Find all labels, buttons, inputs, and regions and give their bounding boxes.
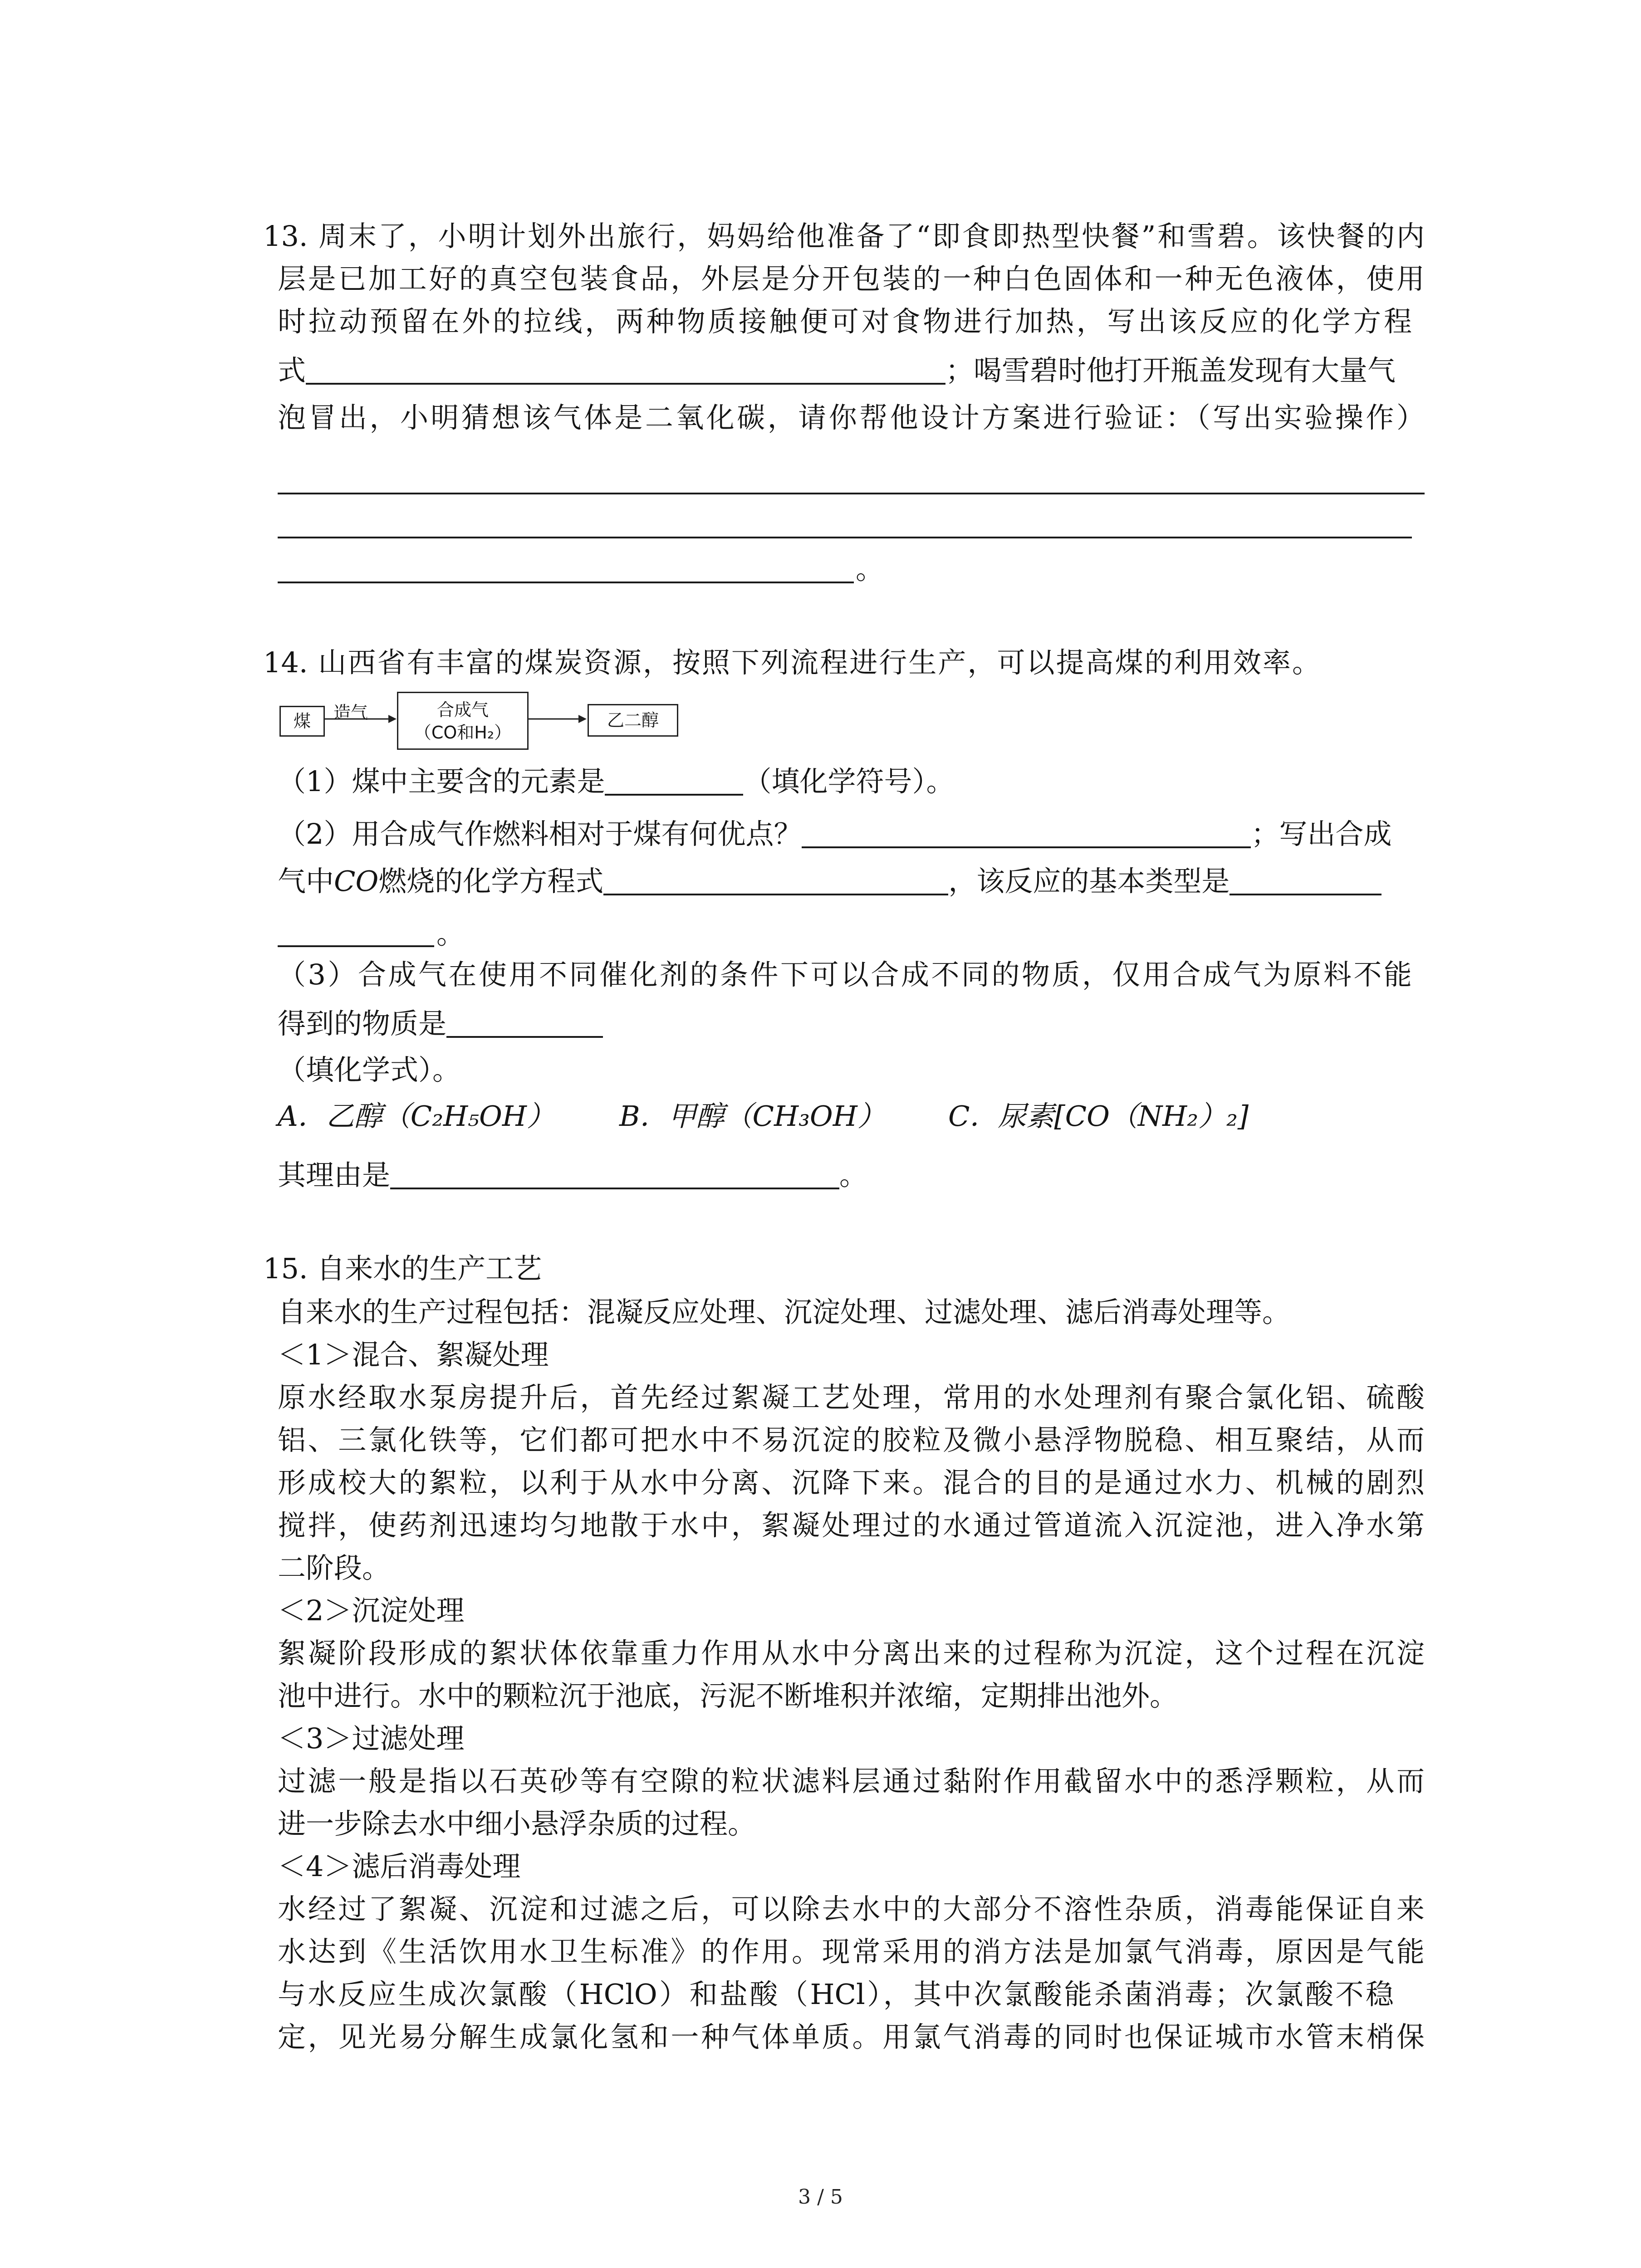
q15-line: 二阶段。 [278,1551,391,1584]
q14-advantage-blank[interactable] [802,820,1251,848]
q14-part-2-question: （2）用合成气作燃料相对于煤有何优点？ [278,817,802,850]
q15-line: 水达到《生活饮用水卫生标准》的作用。现常采用的消方法是加氯气消毒，原因是气能 [278,1935,1425,1968]
flow-product-box: 乙二醇 [588,704,678,737]
q13-line-3: 时拉动预留在外的拉线，两种物质接触便可对食物进行加热，写出该反应的化学方程 [278,305,1412,338]
q15-line: 搅拌，使药剂迅速均匀地散于水中，絮凝处理过的水通过管道流入沉淀池，进入净水第 [278,1509,1425,1542]
q15-line: 进一步除去水中细小悬浮杂质的过程。 [278,1807,756,1840]
q14-part-2-line-2 [278,865,1381,898]
q13-line-5: 泡冒出，小明猜想该气体是二氧化碳，请你帮他设计方案进行验证：（写出实验操作） [278,401,1425,434]
flow-syngas-box [397,692,529,750]
flow-syngas-formula: （CO和H₂） [414,723,512,743]
q14-reaction-type-blank-cont[interactable] [278,945,434,947]
q14-reason-end: 。 [839,1158,868,1192]
q14-co-equation-blank[interactable] [603,867,948,895]
q15-section-2-heading: ＜2＞沉淀处理 [278,1594,465,1627]
q14-part-3-text: 得到的物质是 [278,1007,447,1040]
q13-answer-line-2[interactable] [278,537,1412,538]
q14-part-2-suffix: ；写出合成 [1251,817,1392,850]
q15-section-4-heading: ＜4＞滤后消毒处理 [278,1850,521,1883]
q14-part-2-line-1 [278,817,1392,850]
q15-line: 水经过了絮凝、沉淀和过滤之后，可以除去水中的大部分不溶性杂质，消毒能保证自来 [278,1892,1425,1926]
q14-part-3-line-2 [278,1007,603,1040]
q14-part-2-end: 。 [436,917,465,950]
q15-section-3-heading: ＜3＞过滤处理 [278,1722,465,1755]
q14-part-1 [278,767,954,796]
q14-intro: 14. 山西省有丰富的煤炭资源，按照下列流程进行生产，可以提高煤的利用效率。 [263,646,1320,679]
q13-line-4-start: 式 [278,354,306,387]
q14-reaction-type-blank[interactable] [1230,867,1381,895]
q14-option-b[interactable]: B．甲醇（CH₃OH） [619,1100,886,1133]
q14-reason-blank[interactable] [390,1161,839,1189]
q15-line: 自来水的生产过程包括：混凝反应处理、沉淀处理、过滤处理、滤后消毒处理等。 [278,1295,1291,1329]
q14-part-2-prefix: 气中 [278,865,334,898]
q15-line: 原水经取水泵房提升后，首先经过絮凝工艺处理，常用的水处理剂有聚合氯化铝、硫酸 [278,1381,1425,1414]
q13-line-4-end: ；喝雪碧时他打开瓶盖发现有大量气 [945,354,1396,387]
q15-line: 与水反应生成次氯酸（HClO）和盐酸（HCl），其中次氯酸能杀菌消毒；次氯酸不稳 [278,1978,1394,2011]
q15-line: 形成校大的絮粒，以利于从水中分离、沉降下来。混合的目的是通过水力、机械的剧烈 [278,1466,1425,1499]
q14-substance-blank[interactable] [446,1010,603,1038]
q13-answer-line-1[interactable] [278,493,1425,494]
flow-arrow-1 [325,712,397,726]
flow-coal-box: 煤 [279,706,325,737]
q15-section-1-heading: ＜1＞混合、絮凝处理 [278,1338,549,1371]
q13-answer-line-3[interactable] [278,582,854,583]
q13-line-4 [278,354,1396,387]
q14-option-a[interactable]: A．乙醇（C₂H₅OH） [278,1100,555,1133]
q15-line: 铝、三氯化铁等，它们都可把水中不易沉淀的胶粒及微小悬浮物脱稳、相互聚结，从而 [278,1423,1425,1457]
flow-arrow-2 [529,712,588,726]
q14-element-blank[interactable] [605,767,743,796]
q15-title: 15. 自来水的生产工艺 [263,1252,542,1285]
q14-option-c[interactable]: C．尿素[CO（NH₂）₂] [948,1100,1249,1133]
q14-reason-line [278,1158,868,1192]
q13-equation-blank[interactable] [306,357,945,385]
q13-line-1: 13. 周末了，小明计划外出旅行，妈妈给他准备了“即食即热型快餐”和雪碧。该快餐的内 [263,220,1425,253]
q14-part-3-line-3: （填化学式）。 [278,1053,461,1086]
q14-part-3-line-1: （3）合成气在使用不同催化剂的条件下可以合成不同的物质，仅用合成气为原料不能 [278,958,1412,991]
q15-line: 过滤一般是指以石英砂等有空隙的粒状滤料层通过黏附作用截留水中的悉浮颗粒，从而 [278,1765,1425,1798]
flow-arrow-label: 造气 [333,703,368,723]
q15-line: 絮凝阶段形成的絮状体依靠重力作用从水中分离出来的过程称为沉淀，这个过程在沉淀 [278,1637,1425,1670]
q15-line: 池中进行。水中的颗粒沉于池底，污泥不断堆积并浓缩，定期排出池外。 [278,1679,1178,1712]
q14-part-1-end: （填化学符号）。 [743,765,955,798]
flow-syngas-label: 合成气 [436,700,489,720]
q13-end-mark: 。 [856,552,884,586]
q14-reason-text: 其理由是 [278,1158,391,1192]
page-number: 3 / 5 [798,2185,843,2209]
q15-line: 定，见光易分解生成氯化氢和一种气体单质。用氯气消毒的同时也保证城市水管末梢保 [278,2020,1425,2053]
q14-co-formula: CO [334,865,379,898]
q14-part-2-equation-text: 燃烧的化学方程式 [378,865,604,898]
q14-part-2-type-text: ，该反应的基本类型是 [948,865,1230,898]
q14-part-1-text: （1）煤中主要含的元素是 [278,765,605,798]
q13-line-2: 层是已加工好的真空包装食品，外层是分开包装的一种白色固体和一种无色液体，使用 [278,262,1425,295]
